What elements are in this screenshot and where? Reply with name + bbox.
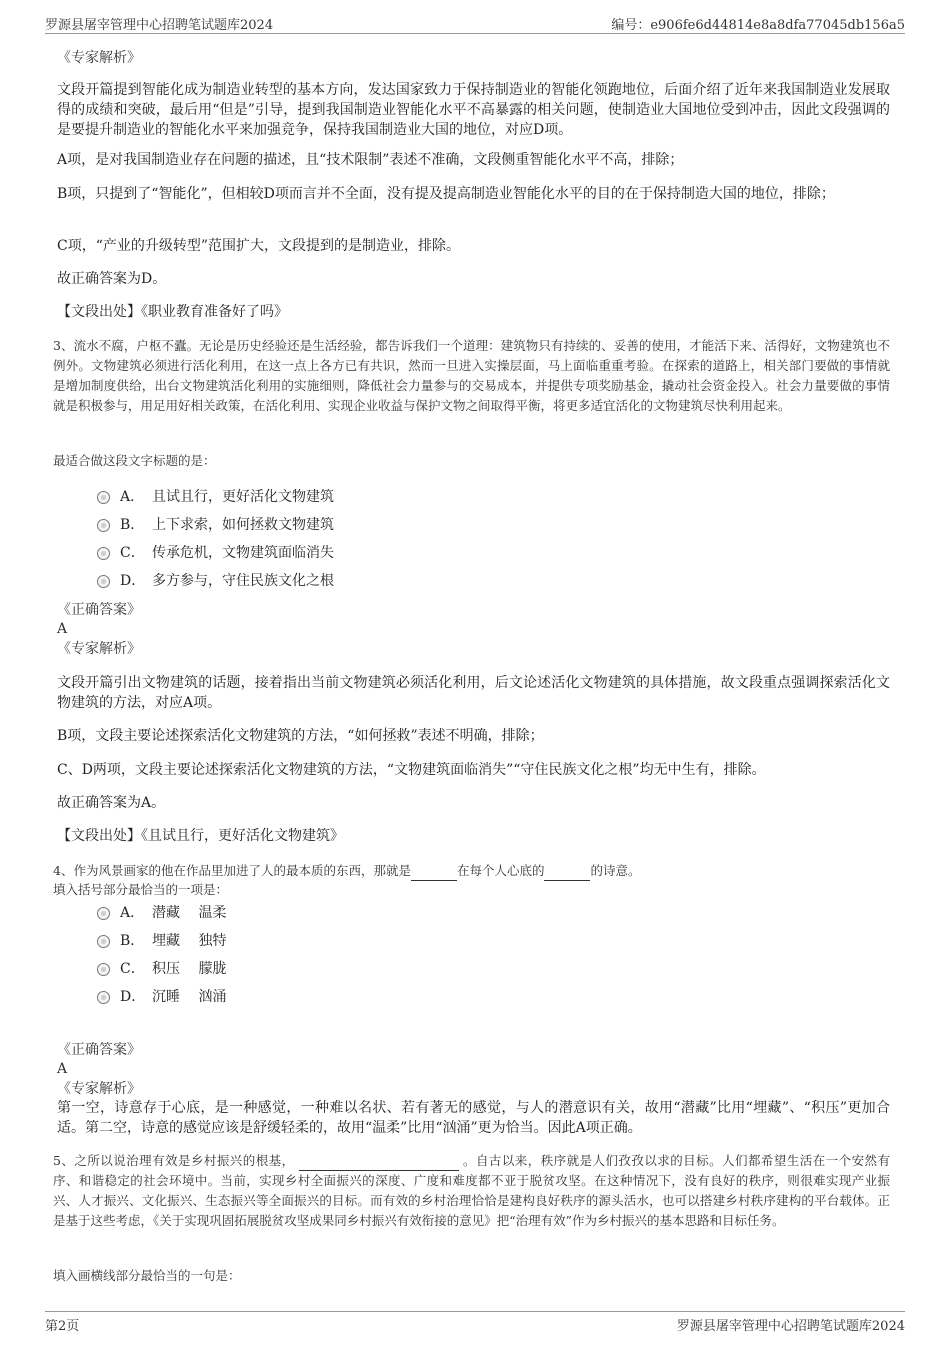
fill-blank xyxy=(411,860,457,881)
header-title: 罗源县屠宰管理中心招聘笔试题库2024 xyxy=(45,18,274,33)
question-stem: 4、作为风景画家的他在作品里加进了人的最本质的东西，那就是 在每个人心底的 的诗意。 xyxy=(53,860,890,881)
analysis-paragraph: A项，是对我国制造业存在问题的描述，且“技术限制”表述不准确，文段侧重智能化水平不高，排除； xyxy=(57,152,684,168)
fill-blank xyxy=(544,860,590,881)
option-a[interactable]: A． 且试且行，更好活化文物建筑 xyxy=(97,483,890,511)
option-b[interactable]: B． 埋藏 独特 xyxy=(97,927,890,955)
footer-title: 罗源县屠宰管理中心招聘笔试题库2024 xyxy=(676,1319,905,1334)
radio-icon[interactable] xyxy=(97,519,110,532)
question-stem: 3、流水不腐，户枢不蠹。无论是历史经验还是生活经验，都告诉我们一个道理：建筑物只有持续的、妥善的使用，才能活下来、活得好，文物建筑也不例外。文物建筑必须进行活化利用，在这一点上各方已有共识，然而一旦进入实操层面，马上面临重重考验。在探索的道路上，相关部门要做的事情就是增加制度供给，出台文物建筑活化利用的实施细则，降低社会力量参与的交易成本，并提供专项奖励基金，撬动社会资金投入。社会力量要做的事情就是积极参与，用足用好相关政策，在活化利用、实现企业收益与保护文物之间取得平衡，将更多适宜活化的文物建筑尽快利用起来。 xyxy=(53,338,890,413)
option-b[interactable]: B． 上下求索，如何拯救文物建筑 xyxy=(97,511,890,539)
analysis-conclusion: 故正确答案为A。 xyxy=(57,795,166,811)
page-header xyxy=(45,12,905,34)
radio-icon[interactable] xyxy=(97,935,110,948)
option-d[interactable]: D． 多方参与，守住民族文化之根 xyxy=(97,567,890,595)
analysis-paragraph: 文段开篇提到智能化成为制造业转型的基本方向，发达国家致力于保持制造业的智能化领跑地位，后面介绍了近年来我国制造业发展取得的成绩和突破，最后用“但是”引导，提到我国制造业智能化水平不高暴露的相关问题，使制造业大国地位受到冲击，因此文段强调的是要提升制造业的智能化水平来加强竞争，保持我国制造业大国的地位，对应D项。 xyxy=(57,82,890,138)
analysis-conclusion: 故正确答案为D。 xyxy=(57,271,167,287)
question-prompt: 填入画横线部分最恰当的一句是： xyxy=(53,1268,241,1283)
analysis-paragraph: C、D两项，文段主要论述探索活化文物建筑的方法，“文物建筑面临消失”“守住民族文化之根”均无中生有，排除。 xyxy=(57,762,766,778)
page-footer xyxy=(45,1311,905,1335)
correct-answer-label: 《正确答案》 xyxy=(57,1042,141,1058)
radio-icon[interactable] xyxy=(97,547,110,560)
correct-answer: A xyxy=(57,621,68,637)
source-note: 【文段出处】《职业教育准备好了吗》 xyxy=(57,304,288,320)
fill-blank xyxy=(299,1150,459,1171)
option-list xyxy=(97,899,890,1011)
option-d[interactable]: D． 沉睡 汹涌 xyxy=(97,983,890,1011)
page-number: 第2页 xyxy=(45,1319,80,1334)
analysis-paragraph: B项，文段主要论述探索活化文物建筑的方法，“如何拯救”表述不明确，排除； xyxy=(57,728,544,744)
analysis-paragraph: B项，只提到了“智能化”，但相较D项而言并不全面，没有提及提高制造业智能化水平的目的在于保持制造大国的地位，排除； xyxy=(57,186,835,202)
source-note: 【文段出处】《且试且行，更好活化文物建筑》 xyxy=(57,828,344,844)
radio-icon[interactable] xyxy=(97,907,110,920)
expert-analysis-label: 《专家解析》 xyxy=(57,1081,141,1097)
option-c[interactable]: C． 积压 朦胧 xyxy=(97,955,890,983)
radio-icon[interactable] xyxy=(97,991,110,1004)
question-prompt: 最适合做这段文字标题的是： xyxy=(53,453,216,468)
question-stem: 5、之所以说治理有效是乡村振兴的根基， 。自古以来，秩序就是人们孜孜以求的目标。人们都希望生活在一个安然有序、和谐稳定的社会环境中。当前，实现乡村全面振兴的深度、广度和难度都不亚于脱贫攻坚。在这种情况下，没有良好的秩序，则很难实现产业振兴、人才振兴、文化振兴、生态振兴等全面振兴的目标。而有效的乡村治理恰恰是建构良好秩序的源头活水，也可以搭建乡村秩序建构的平台载体。正是基于这些考虑，《关于实现巩固拓展脱贫攻坚成果同乡村振兴有效衔接的意见》把“治理有效”作为乡村振兴的基本思路和目标任务。 xyxy=(53,1150,890,1231)
analysis-paragraph: C项，“产业的升级转型”范围扩大，文段提到的是制造业，排除。 xyxy=(57,238,461,254)
correct-answer: A xyxy=(57,1061,68,1077)
radio-icon[interactable] xyxy=(97,963,110,976)
analysis-paragraph: 文段开篇引出文物建筑的话题，接着指出当前文物建筑必须活化利用，后文论述活化文物建筑的具体措施，故文段重点强调探索活化文物建筑的方法，对应A项。 xyxy=(57,675,890,711)
question-prompt: 填入括号部分最恰当的一项是： xyxy=(53,882,229,897)
header-doc-id: 编号：e906fe6d44814e8a8dfa77045db156a5 xyxy=(611,18,905,33)
radio-icon[interactable] xyxy=(97,491,110,504)
expert-analysis-label: 《专家解析》 xyxy=(57,641,141,657)
correct-answer-label: 《正确答案》 xyxy=(57,602,141,618)
radio-icon[interactable] xyxy=(97,575,110,588)
option-a[interactable]: A． 潜藏 温柔 xyxy=(97,899,890,927)
option-c[interactable]: C． 传承危机，文物建筑面临消失 xyxy=(97,539,890,567)
expert-analysis-label: 《专家解析》 xyxy=(57,50,141,66)
analysis-paragraph: 第一空，诗意存于心底，是一种感觉，一种难以名状、若有著无的感觉，与人的潜意识有关，故用“潜藏”比用“埋藏”、“积压”更加合适。第二空，诗意的感觉应该是舒缓轻柔的，故用“温柔”比用“汹涌”更为恰当。因此A项正确。 xyxy=(57,1100,890,1136)
option-list xyxy=(97,483,890,595)
